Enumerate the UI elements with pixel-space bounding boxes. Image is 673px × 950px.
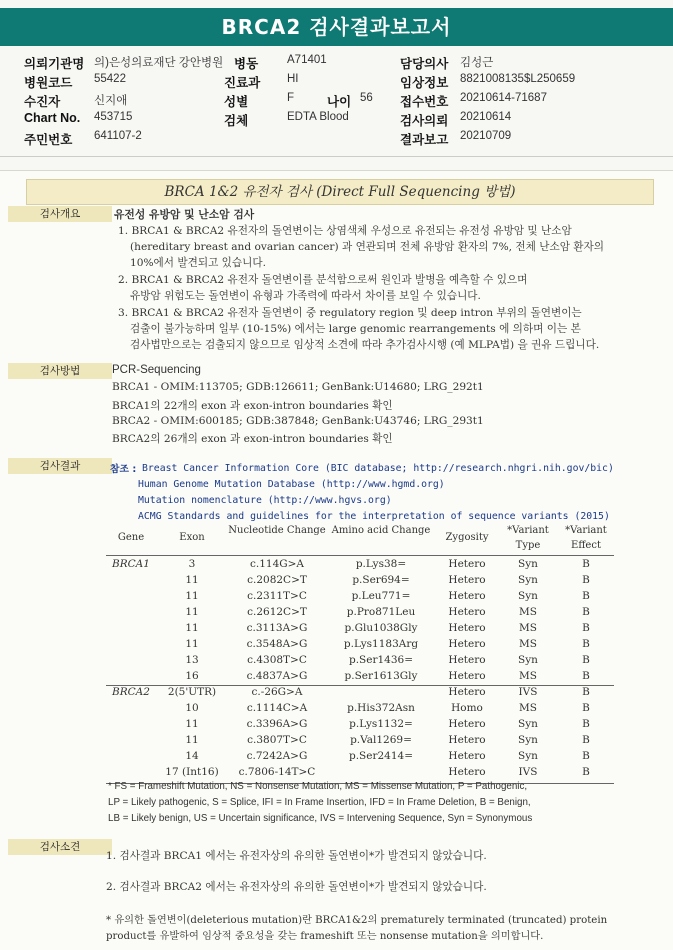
table-cell: IVS bbox=[518, 686, 538, 698]
overview-line: 3. BRCA1 & BRCA2 유전자 돌연변이 중 regulatory region 및 deep intron 부위의 돌연변이는 bbox=[118, 307, 582, 319]
footnote-line: * FS = Frameshift Mutation, NS = Nonsense Mutation, MS = Missense Mutation, P = Pathogenic, bbox=[108, 781, 528, 792]
opinion-line: 2. 검사결과 BRCA2 에서는 유전자상의 유의한 돌연변이*가 발견되지 않았습니다. bbox=[106, 881, 487, 893]
table-rule bbox=[106, 555, 614, 556]
table-cell: MS bbox=[519, 638, 537, 650]
table-header-cell: Exon bbox=[179, 532, 205, 543]
table-header-cell: *Variant Effect bbox=[565, 525, 607, 551]
table-header-cell: Nucleotide Change bbox=[228, 525, 326, 536]
table-cell: Syn bbox=[518, 558, 538, 570]
table-cell: p.Ser2414= bbox=[348, 750, 413, 762]
header-value: 신지애 bbox=[94, 95, 128, 107]
header-value: 20210614 bbox=[460, 111, 512, 123]
table-cell: p.Ser694= bbox=[352, 574, 410, 586]
opinion-line: 1. 검사결과 BRCA1 에서는 유전자상의 유의한 돌연변이*가 발견되지 않았습니다. bbox=[106, 850, 487, 862]
table-cell: Hetero bbox=[448, 638, 486, 650]
table-cell: 14 bbox=[185, 750, 199, 762]
header-row bbox=[24, 92, 664, 111]
reference-line: Mutation nomenclature (http://www.hgvs.org) bbox=[138, 495, 392, 506]
header-row bbox=[24, 54, 664, 73]
table-cell: Syn bbox=[518, 574, 538, 586]
table-cell: Syn bbox=[518, 734, 538, 746]
overview-line: 1. BRCA1 & BRCA2 유전자의 돌연변이는 상염색체 우성으로 유전되는 유전성 유방암 및 난소암 bbox=[118, 225, 572, 237]
table-cell: p.His372Asn bbox=[347, 702, 415, 714]
overview-line: 10%에서 발견되고 있습니다. bbox=[130, 257, 266, 269]
table-header-cell: Zygosity bbox=[445, 532, 489, 543]
opinion-line: product를 유발하여 임상적 중요성을 갖는 frameshift 또는 nonsense mutation을 의미합니다. bbox=[106, 931, 544, 942]
table-cell: B bbox=[582, 734, 590, 746]
header-value: 의)은성의료재단 강안병원 bbox=[94, 57, 224, 69]
table-header-cell: Gene bbox=[117, 532, 145, 543]
reference-line: Human Genome Mutation Database (http://www.hgmd.org) bbox=[138, 479, 445, 490]
table-cell: Hetero bbox=[448, 766, 486, 778]
header-value: EDTA Blood bbox=[287, 111, 349, 123]
header-label: 성별 bbox=[224, 95, 249, 109]
report-body bbox=[0, 170, 673, 950]
table-cell: 3 bbox=[188, 558, 196, 570]
table-cell: c.3548A>G bbox=[246, 638, 308, 650]
header-value: 20210709 bbox=[460, 130, 512, 142]
table-cell: B bbox=[582, 574, 590, 586]
table-cell: Hetero bbox=[448, 606, 486, 618]
header-label: 검체 bbox=[224, 114, 249, 128]
header-value: 55422 bbox=[94, 73, 126, 85]
table-cell: c.4837A>G bbox=[246, 670, 308, 682]
footnote-line: LB = Likely benign, US = Uncertain significance, IVS = Intervening Sequence, Syn = Synonymous bbox=[108, 813, 533, 824]
table-cell: c.7242A>G bbox=[246, 750, 308, 762]
overview-line: 검사법만으로는 검출되지 않으므로 임상적 소견에 따라 추가검사시행 (예 MLPA법) 을 권유 드립니다. bbox=[130, 339, 600, 351]
table-cell: Hetero bbox=[448, 670, 486, 682]
table-cell: Hetero bbox=[448, 622, 486, 634]
table-cell: B bbox=[582, 686, 590, 698]
table-cell: Syn bbox=[518, 654, 538, 666]
table-cell: c.4308T>C bbox=[247, 654, 307, 666]
table-cell: Hetero bbox=[448, 590, 486, 602]
table-cell: MS bbox=[519, 702, 537, 714]
table-cell: B bbox=[582, 702, 590, 714]
table-header-cell: *Variant Type bbox=[507, 525, 549, 551]
table-cell: 10 bbox=[185, 702, 199, 714]
table-cell: Hetero bbox=[448, 734, 486, 746]
table-cell: c.2612C>T bbox=[247, 606, 307, 618]
table-cell: B bbox=[582, 670, 590, 682]
reference-label: 참조 : bbox=[110, 464, 137, 475]
table-cell: B bbox=[582, 606, 590, 618]
table-cell: p.Ser1613Gly bbox=[344, 670, 418, 682]
footnote-line: LP = Likely pathogenic, S = Splice, IFI = In Frame Insertion, IFD = In Frame Deletion, B = Benign, bbox=[108, 797, 531, 808]
table-cell: Syn bbox=[518, 590, 538, 602]
table-cell: c.2311T>C bbox=[247, 590, 307, 602]
opinion-line: * 유의한 돌연변이(deleterious mutation)란 BRCA1&2의 prematurely terminated (truncated) protein bbox=[106, 915, 608, 926]
table-cell: 11 bbox=[185, 718, 199, 730]
table-cell: 11 bbox=[185, 638, 199, 650]
method-line: BRCA1 - OMIM:113705; GDB:126611; GenBank:U14680; LRG_292t1 bbox=[112, 381, 484, 393]
header-label: 임상정보 bbox=[400, 76, 449, 90]
table-cell: p.Leu771= bbox=[351, 590, 411, 602]
table-cell: 11 bbox=[185, 734, 199, 746]
header-label: 담당의사 bbox=[400, 57, 449, 71]
method-line: BRCA2 - OMIM:600185; GDB:387848; GenBank:U43746; LRG_293t1 bbox=[112, 415, 484, 427]
table-cell: Syn bbox=[518, 750, 538, 762]
header-value: F bbox=[287, 92, 295, 104]
header-label: 결과보고 bbox=[400, 133, 449, 147]
report-title: BRCA2 검사결과보고서 bbox=[0, 8, 673, 46]
table-cell: B bbox=[582, 766, 590, 778]
table-cell: Syn bbox=[518, 718, 538, 730]
method-line: BRCA2의 26개의 exon 과 exon-intron boundaries 확인 bbox=[112, 433, 393, 445]
header-value: 641107-2 bbox=[94, 130, 142, 142]
header-row bbox=[24, 130, 664, 149]
table-cell: B bbox=[582, 718, 590, 730]
header-label: 나이 bbox=[327, 95, 352, 109]
table-cell: 11 bbox=[185, 574, 199, 586]
table-cell: c.114G>A bbox=[249, 558, 305, 570]
header-value: 20210614-71687 bbox=[460, 92, 547, 104]
header-label: 진료과 bbox=[224, 76, 261, 90]
table-cell: p.Lys1183Arg bbox=[343, 638, 419, 650]
table-cell: BRCA1 bbox=[112, 558, 150, 570]
table-cell: p.Ser1436= bbox=[348, 654, 413, 666]
table-cell: MS bbox=[519, 606, 537, 618]
table-cell: 16 bbox=[185, 670, 199, 682]
table-cell: 13 bbox=[185, 654, 199, 666]
header-label: 검사의뢰 bbox=[400, 114, 449, 128]
table-header-cell: Amino acid Change bbox=[331, 525, 431, 536]
table-cell: B bbox=[582, 558, 590, 570]
method-line: BRCA1의 22개의 exon 과 exon-intron boundaries 확인 bbox=[112, 400, 393, 412]
section-label-result: 검사결과 bbox=[8, 458, 112, 474]
header-row bbox=[24, 111, 664, 130]
header-value: 56 bbox=[360, 92, 373, 104]
header-divider bbox=[0, 156, 673, 157]
header-label: 병동 bbox=[234, 57, 259, 71]
table-cell: 2(5'UTR) bbox=[167, 686, 217, 698]
table-cell: p.Lys38= bbox=[355, 558, 407, 570]
overview-line: 2. BRCA1 & BRCA2 유전자 돌연변이를 분석함으로써 원인과 발병을 예측할 수 있으며 bbox=[118, 274, 528, 286]
table-cell: 11 bbox=[185, 606, 199, 618]
header-value: 8821008135$L250659 bbox=[460, 73, 576, 85]
table-cell: B bbox=[582, 750, 590, 762]
table-cell: MS bbox=[519, 622, 537, 634]
table-cell: c.7806-14T>C bbox=[238, 766, 316, 778]
overview-line: (hereditary breast and ovarian cancer) 과 연관되며 전체 유방암 환자의 7%, 전체 난소암 환자의 bbox=[130, 241, 604, 253]
section-label-overview: 검사개요 bbox=[8, 206, 112, 222]
table-cell: Hetero bbox=[448, 718, 486, 730]
table-cell: B bbox=[582, 622, 590, 634]
header-label: 병원코드 bbox=[24, 76, 73, 90]
table-cell: B bbox=[582, 654, 590, 666]
header-value: A71401 bbox=[287, 54, 327, 66]
table-cell: Hetero bbox=[448, 574, 486, 586]
table-cell: p.Glu1038Gly bbox=[344, 622, 418, 634]
table-cell: Hetero bbox=[448, 686, 486, 698]
header-row bbox=[24, 73, 664, 92]
header-value: 김성근 bbox=[460, 57, 494, 69]
section-label-method: 검사방법 bbox=[8, 363, 112, 379]
table-cell: p.Pro871Leu bbox=[346, 606, 416, 618]
overview-line: 검출이 불가능하며 일부 (10-15%) 에서는 large genomic rearrangements 에 의하며 이는 본 bbox=[130, 323, 581, 335]
overview-heading: 유전성 유방암 및 난소암 검사 bbox=[114, 208, 255, 221]
header-label: Chart No. bbox=[24, 111, 81, 125]
table-cell: B bbox=[582, 590, 590, 602]
reference-line: Breast Cancer Information Core (BIC database; http://research.nhgri.nih.gov/bic) bbox=[142, 463, 614, 474]
table-cell: p.Lys1132= bbox=[349, 718, 413, 730]
table-cell: p.Val1269= bbox=[350, 734, 412, 746]
table-cell: c.3396A>G bbox=[246, 718, 308, 730]
table-cell: MS bbox=[519, 670, 537, 682]
table-cell: 17 (Int16) bbox=[165, 766, 219, 778]
table-cell: c.2082C>T bbox=[247, 574, 307, 586]
header-label: 수진자 bbox=[24, 95, 61, 109]
table-cell: Hetero bbox=[448, 654, 486, 666]
header-label: 의뢰기관명 bbox=[24, 57, 85, 71]
table-cell: c.3113A>G bbox=[246, 622, 308, 634]
header-value: HI bbox=[287, 73, 299, 85]
method-line: PCR-Sequencing bbox=[112, 364, 201, 376]
table-cell: Hetero bbox=[448, 750, 486, 762]
table-cell: B bbox=[582, 638, 590, 650]
reference-line: ACMG Standards and guidelines for the interpretation of sequence variants (2015) bbox=[138, 511, 610, 522]
table-cell: 11 bbox=[185, 622, 199, 634]
table-cell: BRCA2 bbox=[112, 686, 150, 698]
table-cell: c.3807T>C bbox=[247, 734, 307, 746]
table-cell: Hetero bbox=[448, 558, 486, 570]
table-cell: IVS bbox=[518, 766, 538, 778]
header-label: 주민번호 bbox=[24, 133, 73, 147]
table-cell: 11 bbox=[185, 590, 199, 602]
table-cell: c.-26G>A bbox=[251, 686, 303, 698]
section-label-opinion: 검사소견 bbox=[8, 839, 112, 855]
table-cell: Homo bbox=[451, 702, 483, 714]
overview-line: 유방암 위험도는 돌연변이 유형과 가족력에 따라서 차이를 보일 수 있습니다. bbox=[130, 290, 481, 302]
report-section-title: BRCA 1&2 유전자 검사 (Direct Full Sequencing 방법) bbox=[26, 179, 654, 205]
header-label: 접수번호 bbox=[400, 95, 449, 109]
header-value: 453715 bbox=[94, 111, 133, 123]
table-cell: c.1114C>A bbox=[246, 702, 308, 714]
